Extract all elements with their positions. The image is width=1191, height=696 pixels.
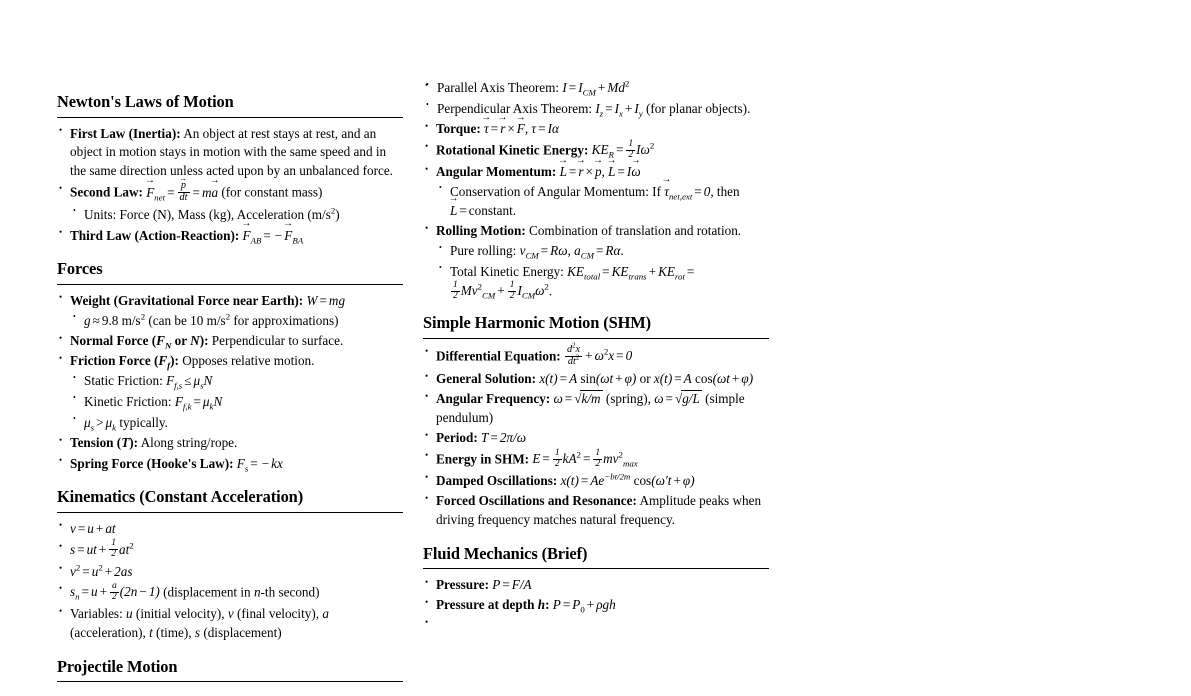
item-label: Forced Oscillations and Resonance:	[436, 493, 637, 509]
list-item	[423, 472, 769, 491]
list-item	[57, 182, 403, 224]
list-item	[57, 455, 403, 474]
item-label: Pressure:	[436, 577, 489, 593]
list-item	[57, 434, 403, 453]
subitem-text: $\mu_s > \mu_k$ typically.	[84, 414, 168, 433]
sublist	[70, 206, 403, 225]
list-item	[70, 393, 403, 412]
item-text: Opposes relative motion.	[182, 353, 315, 369]
list-item	[423, 576, 769, 595]
item-note: (for constant mass)	[221, 184, 323, 200]
item-note: (displacement in n-th second)	[163, 584, 320, 600]
subitem-text: Parallel Axis Theorem: $I = I_{CM} + Md^2$	[437, 78, 630, 98]
item-label: Damped Oscillations:	[436, 472, 558, 488]
formula-rotational-ke: $KE_R$ = $\frac{1}{2}$ $I\omega^2$	[591, 138, 655, 160]
item-label: Pressure at depth h:	[436, 597, 550, 613]
continued-list	[423, 79, 769, 302]
list-item	[57, 583, 403, 604]
heading-rule	[423, 568, 769, 569]
heading-rule	[57, 117, 403, 118]
section-heading: Simple Harmonic Motion (SHM)	[423, 313, 652, 333]
list-item	[70, 206, 403, 225]
list-item	[423, 390, 769, 427]
item-text: Along string/rope.	[140, 435, 238, 451]
list-item	[423, 447, 769, 471]
subitem-text: Pure rolling: $v_{CM} = R\omega$, $a_{CM} = R\alpha$.	[450, 243, 624, 261]
formula-hookes-law: $F_s$ = − kx	[236, 455, 283, 474]
section-shm	[423, 313, 769, 529]
list-item	[70, 312, 403, 331]
list-item	[57, 563, 403, 582]
subitem-text: Total Kinetic Energy: $KE_{total} = KE_{trans} + KE_{rot}$ = $\frac{1}{2}$ $Mv^2_{CM}$ + $\frac{1}{2}$ $I_{CM}\omega^2$.	[450, 263, 695, 301]
item-label: Angular Frequency:	[436, 391, 551, 407]
list-item	[423, 100, 769, 119]
item-label: Torque:	[436, 121, 481, 137]
item-label: Differential Equation:	[436, 348, 561, 364]
list-item	[436, 242, 769, 261]
section-list	[57, 292, 403, 474]
list-item	[423, 492, 769, 529]
subitem-text: Conservation of Angular Momentum: If $\tau \to_{net,ext} = 0$, then L → = constant.	[450, 184, 740, 218]
section-heading: Newton's Laws of Motion	[57, 92, 234, 111]
section-list	[423, 576, 769, 615]
subitem-text: Perpendicular Axis Theorem: $I_z = I_x + I_y$ (for planar objects).	[437, 100, 751, 119]
item-label: Normal Force ($F_N$ or N):	[70, 333, 209, 351]
formula-gravity-value: g ≈ 9.8 $m/s^2$	[84, 311, 146, 328]
section-fluid-mechanics	[423, 544, 769, 615]
formula-kin-3: $v^2 = u^2 + 2as$	[70, 562, 133, 579]
list-item	[70, 414, 403, 433]
item-label: Third Law (Action-Reaction):	[70, 227, 240, 243]
item-label: Angular Momentum:	[436, 164, 557, 180]
subitem-text: (can be 10 $m/s^2$ for approximations)	[148, 311, 339, 328]
formula-shm-solution: x(t) = A sin(ωt + φ)	[539, 371, 637, 387]
subitem-text: Units: Force (N), Mass (kg), Acceleration $(m/s^2)$	[84, 205, 340, 222]
formula-shm-solution-alt: x(t) = A cos(ωt + φ)	[653, 371, 754, 387]
list-item	[57, 352, 403, 432]
formula-damped: $x(t) = Ae^{-bt/2m}$ cos(ω′t + φ)	[560, 471, 695, 488]
item-label: Spring Force (Hooke's Law):	[70, 455, 234, 471]
item-text: Perpendicular to surface.	[211, 333, 344, 349]
formula-shm-energy: E = $\frac{1}{2}$ $kA^2$ = $\frac{1}{2}$ $mv^2_{max}$	[532, 447, 638, 469]
list-item	[436, 263, 769, 303]
formula-third-law: $F \to_{AB}$ = − $F \to_{BA}$	[243, 228, 304, 243]
sublist	[436, 183, 769, 220]
subitem-text: Static Friction: $F_{f,s} \le \mu_sN$	[84, 373, 213, 391]
section-heading: Fluid Mechanics (Brief)	[423, 543, 588, 563]
sublist	[423, 79, 769, 118]
subitem-text: Kinetic Friction: $F_{f,k} = \mu_kN$	[84, 393, 223, 412]
formula-torque: τ → = r → × F →, τ = Iα	[484, 121, 559, 136]
item-text: An object at rest stays at rest, and an object in motion stays in motion with the same speed and in the same direction unless acted upon by an unbalanced force.	[70, 125, 393, 178]
list-item	[57, 605, 403, 642]
list-item	[423, 163, 769, 220]
item-label: Weight (Gravitational Force near Earth):	[70, 292, 304, 308]
section-projectile-motion	[57, 657, 403, 683]
section-kinematics	[57, 487, 403, 642]
list-item	[423, 342, 769, 369]
list-item	[436, 183, 769, 220]
heading-rule	[57, 284, 403, 285]
item-label: General Solution:	[436, 371, 537, 387]
heading-rule	[57, 681, 403, 682]
item-label: Friction Force $(F_f)$:	[70, 353, 179, 372]
list-item	[57, 540, 403, 561]
formula-shm-diffeq: $\frac{d^2x}{dt^2}$ + $\omega^2x = 0$	[566, 342, 633, 367]
formula-second-law: $F \to_{net}$ = $\frac{p \to}{dt}$ = ma →	[146, 185, 218, 200]
list-item	[423, 79, 769, 98]
heading-rule	[57, 512, 403, 513]
item-text: Amplitude peaks when driving frequency matches natural frequency.	[436, 493, 762, 527]
formula-omega-pendulum: ω = √g/L	[654, 391, 700, 407]
section-list	[423, 342, 769, 530]
formula-kin-1: v = u + at	[70, 520, 116, 536]
sublist	[70, 372, 403, 432]
list-item	[57, 520, 403, 539]
list-item	[57, 125, 403, 181]
list-item-continued	[423, 79, 769, 118]
right-column	[423, 79, 769, 629]
sublist	[436, 242, 769, 302]
item-text: Variables: u (initial velocity), v (final velocity), a (acceleration), t (time), s (displacement)	[70, 606, 329, 640]
item-label: Second Law:	[70, 184, 143, 200]
section-list	[57, 125, 403, 246]
formula-omega-spring: ω = √k/m	[553, 391, 601, 407]
note-pendulum: (simple pendulum)	[436, 391, 745, 426]
list-item	[423, 429, 769, 448]
formula-angular-momentum: L → = r → × p →, L → = Iω →	[560, 164, 641, 179]
section-forces	[57, 259, 403, 473]
section-list	[57, 520, 403, 643]
conjunction: or	[639, 371, 651, 387]
item-label: Energy in SHM:	[436, 451, 530, 467]
note-spring: (spring),	[605, 391, 651, 407]
list-item	[57, 227, 403, 246]
heading-rule	[423, 338, 769, 339]
item-label: Rotational Kinetic Energy:	[436, 142, 589, 158]
item-label: Tension (T):	[70, 435, 139, 451]
section-heading: Projectile Motion	[57, 656, 178, 676]
item-label: Period:	[436, 430, 478, 446]
formula-pressure-depth: $P = P_0 + \rho gh$	[552, 597, 616, 616]
list-item	[57, 292, 403, 330]
formula-kin-2: s = ut + $\frac{1}{2}$ $at^2$	[70, 538, 134, 560]
formula-pressure: P = F/A	[492, 577, 532, 593]
sublist	[70, 312, 403, 331]
section-newtons-laws	[57, 92, 403, 245]
formula-period: T = 2π/ω	[481, 430, 527, 446]
section-heading: Forces	[57, 259, 103, 279]
list-item	[423, 370, 769, 389]
item-text: Combination of translation and rotation.	[529, 223, 742, 239]
item-label: Rolling Motion:	[436, 223, 526, 239]
item-label: First Law (Inertia):	[70, 125, 181, 141]
left-column	[57, 92, 403, 696]
list-item	[423, 596, 769, 615]
section-heading: Kinematics (Constant Acceleration)	[57, 487, 304, 507]
formula-kin-4: $s_n = u$ + $\frac{a}{2}$ (2n − 1)	[70, 581, 160, 602]
list-item	[423, 222, 769, 302]
formula-weight: W = mg	[306, 292, 346, 308]
list-item	[70, 372, 403, 391]
list-item	[57, 332, 403, 351]
list-item	[423, 120, 769, 139]
